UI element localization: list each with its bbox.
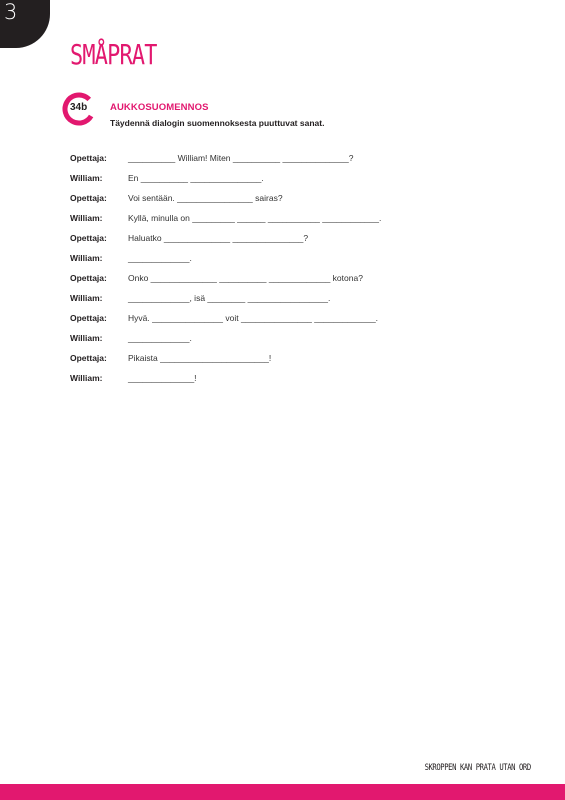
dialog-row <box>70 188 510 208</box>
dialog-speaker: William: <box>70 373 103 383</box>
chapter-number: 3 <box>4 0 18 24</box>
dialog-line: _____________, isä ________ _________________. <box>128 293 331 303</box>
section-title: SMÅPRAT <box>70 38 157 71</box>
dialog-line: Onko ______________ __________ _____________ kotona? <box>128 273 363 283</box>
dialog-row <box>70 168 510 188</box>
dialog-speaker: Opettaja: <box>70 193 107 203</box>
exercise-badge <box>62 92 96 126</box>
dialog-row <box>70 148 510 168</box>
dialog-speaker: Opettaja: <box>70 273 107 283</box>
dialog-line: Voi sentään. ________________ sairas? <box>128 193 283 203</box>
dialog-speaker: William: <box>70 333 103 343</box>
footer-text: SKROPPEN KAN PRATA UTAN ORD <box>424 763 531 773</box>
dialog-speaker: Opettaja: <box>70 233 107 243</box>
dialog-line: Haluatko ______________ _______________? <box>128 233 309 243</box>
dialog-row <box>70 228 510 248</box>
dialog-line: _____________. <box>128 253 192 263</box>
dialog-line: En __________ _______________. <box>128 173 264 183</box>
exercise-title: AUKKOSUOMENNOS <box>110 102 209 113</box>
dialog-speaker: Opettaja: <box>70 313 107 323</box>
dialog-speaker: William: <box>70 173 103 183</box>
dialog-line: Hyvä. _______________ voit _______________ _____________. <box>128 313 379 323</box>
exercise-number: 34b <box>70 102 88 113</box>
dialog-line: Pikaista _______________________! <box>128 353 272 363</box>
dialog-speaker: Opettaja: <box>70 353 107 363</box>
dialog-row <box>70 288 510 308</box>
exercise-instruction: Täydennä dialogin suomennoksesta puuttuvat sanat. <box>110 118 325 128</box>
dialog-speaker: William: <box>70 213 103 223</box>
dialog-speaker: William: <box>70 253 103 263</box>
dialog-line: __________ William! Miten __________ ______________? <box>128 153 354 163</box>
dialog-row <box>70 248 510 268</box>
dialog-line: ______________! <box>128 373 197 383</box>
footer-bar <box>0 784 565 800</box>
dialog-row <box>70 328 510 348</box>
dialog-line: _____________. <box>128 333 192 343</box>
dialog <box>70 148 510 388</box>
dialog-speaker: William: <box>70 293 103 303</box>
dialog-row <box>70 308 510 328</box>
dialog-line: Kyllä, minulla on _________ ______ ___________ ____________. <box>128 213 382 223</box>
dialog-row <box>70 348 510 368</box>
dialog-row <box>70 268 510 288</box>
dialog-row <box>70 208 510 228</box>
chapter-tab <box>0 0 50 48</box>
dialog-speaker: Opettaja: <box>70 153 107 163</box>
dialog-row <box>70 368 510 388</box>
